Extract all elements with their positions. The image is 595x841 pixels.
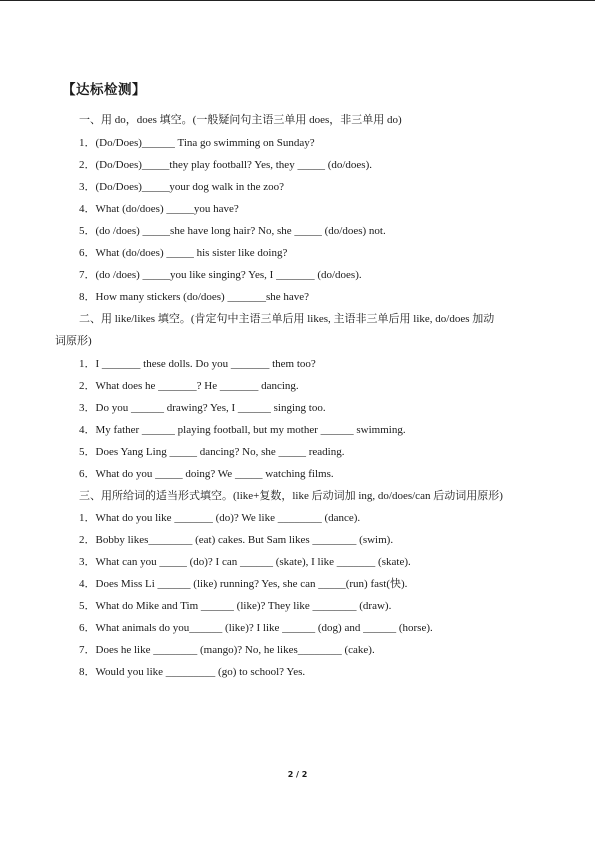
section-2-heading-continuation: 词原形) (55, 335, 92, 347)
section-3-item: 7．Does he like ________ (mango)? No, he likes________ (cake). (79, 644, 375, 656)
section-3-item: 3．What can you _____ (do)? I can ______ (skate), I like _______ (skate). (79, 556, 411, 568)
section-1-item: 7．(do /does) _____you like singing? Yes, I _______ (do/does). (79, 269, 362, 281)
section-1-item: 4．What (do/does) _____you have? (79, 203, 239, 215)
section-3-item: 5．What do Mike and Tim ______ (like)? They like ________ (draw). (79, 600, 392, 612)
section-1-item: 3．(Do/Does)_____your dog walk in the zoo? (79, 181, 284, 193)
top-border-line (0, 0, 595, 1)
section-1-item: 5．(do /does) _____she have long hair? No, she _____ (do/does) not. (79, 225, 386, 237)
page-number: 2 / 2 (287, 770, 308, 779)
section-1-heading: 一、用 do，does 填空。(一般疑问句主语三单用 does，非三单用 do) (79, 114, 402, 126)
section-1-item: 1．(Do/Does)______ Tina go swimming on Sunday? (79, 137, 315, 149)
page-title: 【达标检测】 (62, 82, 146, 98)
section-2-item: 2．What does he _______? He _______ dancing. (79, 380, 299, 392)
section-3-item: 1．What do you like _______ (do)? We like ________ (dance). (79, 512, 361, 524)
section-2-heading: 二、用 like/likes 填空。(肯定句中主语三单后用 likes, 主语非三单后用 like, do/does 加动 (79, 313, 495, 325)
section-3-item: 8．Would you like _________ (go) to school? Yes. (79, 666, 306, 678)
section-2-item: 1．I _______ these dolls. Do you _______ them too? (79, 358, 316, 370)
section-2-item: 6．What do you _____ doing? We _____ watching films. (79, 468, 334, 480)
section-2-item: 5．Does Yang Ling _____ dancing? No, she _____ reading. (79, 446, 345, 458)
section-3-heading: 三、用所给词的适当形式填空。(like+复数，like 后动词加 ing, do/does/can 后动词用原形) (79, 490, 503, 502)
section-2-item: 3．Do you ______ drawing? Yes, I ______ singing too. (79, 402, 326, 414)
section-2-item: 4．My father ______ playing football, but my mother ______ swimming. (79, 424, 406, 436)
section-1-item: 2．(Do/Does)_____they play football? Yes, they _____ (do/does). (79, 159, 372, 171)
section-1-item: 8．How many stickers (do/does) _______she have? (79, 291, 310, 303)
section-3-item: 6．What animals do you______ (like)? I like ______ (dog) and ______ (horse). (79, 622, 433, 634)
section-3-item: 4．Does Miss Li ______ (like) running? Yes, she can _____(run) fast(快). (79, 578, 408, 590)
section-1-item: 6．What (do/does) _____ his sister like doing? (79, 247, 288, 259)
section-3-item: 2．Bobby likes________ (eat) cakes. But Sam likes ________ (swim). (79, 534, 394, 546)
